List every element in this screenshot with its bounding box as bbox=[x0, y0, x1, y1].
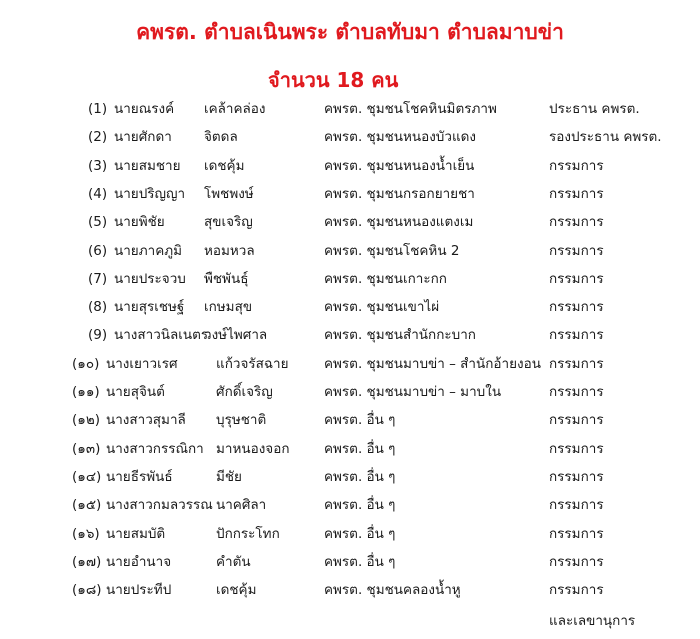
member-last-name: พืชพันธุ์ bbox=[204, 270, 249, 287]
member-first-name: นางเยาวเรศ bbox=[106, 355, 178, 372]
member-last-name: แก้วจรัสฉาย bbox=[216, 355, 289, 372]
member-last-name: โพชพงษ์ bbox=[204, 185, 254, 202]
member-last-name: เคล้าคล่อง bbox=[204, 101, 266, 117]
member-last-name: เดชคุ้ม bbox=[216, 582, 257, 599]
member-last-name: เกษมสุข bbox=[204, 299, 253, 316]
member-organization: คพรต. อื่น ๆ bbox=[324, 468, 396, 485]
member-first-name: นายอำนาจ bbox=[106, 553, 172, 570]
member-role: กรรมการ bbox=[549, 299, 604, 316]
member-row bbox=[0, 464, 700, 490]
member-first-name: นายภาคภูมิ bbox=[114, 242, 183, 259]
member-number: (6) bbox=[88, 242, 108, 259]
member-row bbox=[0, 322, 700, 348]
member-number: (1) bbox=[88, 101, 108, 117]
member-last-name: วงษ์ไพศาล bbox=[204, 327, 268, 344]
member-row bbox=[0, 96, 700, 122]
member-role: กรรมการ bbox=[549, 525, 604, 542]
member-number: (3) bbox=[88, 157, 108, 174]
member-organization: คพรต. ชุมชนหนองแตงเม bbox=[324, 214, 474, 231]
member-number: (๑๖) bbox=[72, 525, 100, 542]
member-organization: คพรต. ชุมชนหนองบัวแดง bbox=[324, 129, 477, 146]
member-last-name: หอมหวล bbox=[204, 242, 255, 259]
member-first-name: นายประทีป bbox=[106, 582, 172, 599]
member-organization: คพรต. อื่น ๆ bbox=[324, 497, 396, 514]
member-first-name: นางสาวสุมาลี bbox=[106, 412, 186, 429]
member-first-name: นางสาวนิลเนตร bbox=[114, 327, 209, 344]
member-role: กรรมการ bbox=[549, 355, 604, 372]
member-organization: คพรต. ชุมชนสำนักกะบาก bbox=[324, 327, 476, 344]
member-organization: คพรต. ชุมชนโชคหินมิตรภาพ bbox=[324, 101, 497, 117]
member-first-name: นายณรงค์ bbox=[114, 101, 175, 117]
member-row bbox=[0, 351, 700, 377]
member-first-name: นายสุรเชษฐ์ bbox=[114, 299, 185, 316]
document-title: คพรต. ตำบลเนินพระ ตำบลทับมา ตำบลมาบข่า bbox=[136, 20, 564, 44]
member-row bbox=[0, 181, 700, 207]
member-number: (2) bbox=[88, 129, 108, 146]
member-number: (๑๗) bbox=[72, 553, 102, 570]
member-organization: คพรต. ชุมชนคลองน้ำหู bbox=[324, 582, 461, 599]
member-first-name: นายประจวบ bbox=[114, 270, 186, 287]
member-row bbox=[0, 521, 700, 547]
member-first-name: นายสมชาย bbox=[114, 157, 181, 174]
member-first-name: นางสาวกมลวรรณ bbox=[106, 497, 213, 514]
member-role: กรรมการ bbox=[549, 157, 604, 174]
member-organization: คพรต. ชุมชนมาบข่า – มาบใน bbox=[324, 384, 502, 400]
member-role: กรรมการ bbox=[549, 185, 604, 202]
member-number: (7) bbox=[88, 270, 108, 287]
member-last-name: บุรุษชาติ bbox=[216, 412, 267, 429]
member-role: กรรมการ bbox=[549, 214, 604, 231]
member-last-name: สุขเจริญ bbox=[204, 214, 253, 231]
member-role: รองประธาน คพรต. bbox=[549, 129, 662, 146]
member-organization: คพรต. อื่น ๆ bbox=[324, 525, 396, 542]
member-role: กรรมการ bbox=[549, 582, 604, 599]
member-row bbox=[0, 549, 700, 575]
member-last-name: จิตดล bbox=[204, 129, 238, 146]
member-count: จำนวน 18 คน bbox=[268, 68, 399, 92]
member-role: กรรมการ bbox=[549, 497, 604, 514]
member-row bbox=[0, 153, 700, 179]
member-first-name: นายปริญญา bbox=[114, 185, 186, 202]
member-organization: คพรต. อื่น ๆ bbox=[324, 412, 396, 429]
member-row bbox=[0, 294, 700, 320]
member-first-name: นายศักดา bbox=[114, 129, 172, 146]
member-number: (4) bbox=[88, 185, 108, 202]
member-number: (๑๓) bbox=[72, 440, 101, 457]
member-number: (๑๘) bbox=[72, 582, 102, 599]
member-row bbox=[0, 577, 700, 603]
member-organization: คพรต. ชุมชนเขาไผ่ bbox=[324, 299, 440, 316]
member-row bbox=[0, 124, 700, 150]
member-last-name: มาหนองจอก bbox=[216, 440, 290, 457]
member-last-name: เดชคุ้ม bbox=[204, 157, 245, 174]
member-role: กรรมการ bbox=[549, 327, 604, 344]
member-row bbox=[0, 209, 700, 235]
member-number: (๑๒) bbox=[72, 412, 101, 429]
member-first-name: นางสาวกรรณิกา bbox=[106, 440, 204, 457]
member-last-name: มีชัย bbox=[216, 468, 242, 485]
member-row bbox=[0, 238, 700, 264]
member-organization: คพรต. อื่น ๆ bbox=[324, 553, 396, 570]
member-row bbox=[0, 436, 700, 462]
member-first-name: นายสมบัติ bbox=[106, 525, 166, 542]
member-number: (8) bbox=[88, 299, 108, 316]
member-organization: คพรต. ชุมชนหนองน้ำเย็น bbox=[324, 157, 475, 174]
member-organization: คพรต. อื่น ๆ bbox=[324, 440, 396, 457]
member-last-name: ปักกระโทก bbox=[216, 525, 280, 542]
member-first-name: นายพิชัย bbox=[114, 214, 165, 231]
member-row bbox=[0, 492, 700, 518]
member-role: กรรมการ bbox=[549, 553, 604, 570]
member-organization: คพรต. ชุมชนเกาะกก bbox=[324, 270, 447, 287]
member-role: ประธาน คพรต. bbox=[549, 101, 640, 117]
member-last-name: นาคศิลา bbox=[216, 497, 267, 514]
member-role: กรรมการ bbox=[549, 412, 604, 429]
member-row bbox=[0, 379, 700, 405]
member-row bbox=[0, 407, 700, 433]
member-role: กรรมการ bbox=[549, 270, 604, 287]
member-last-name: ศักดิ์เจริญ bbox=[216, 384, 273, 400]
member-role: กรรมการ bbox=[549, 440, 604, 457]
member-number: (๑๕) bbox=[72, 497, 102, 514]
member-first-name: นายธีรพันธ์ bbox=[106, 468, 173, 485]
member-number: (๑๐) bbox=[72, 355, 100, 372]
member-row bbox=[0, 266, 700, 292]
member-number: (5) bbox=[88, 214, 108, 231]
member-organization: คพรต. ชุมชนโชคหิน 2 bbox=[324, 242, 460, 259]
member-organization: คพรต. ชุมชนกรอกยายชา bbox=[324, 185, 475, 202]
member-number: (๑๑) bbox=[72, 384, 100, 400]
secretary-role-note: และเลขานุการ bbox=[549, 613, 636, 629]
member-role: กรรมการ bbox=[549, 384, 604, 400]
member-last-name: คำตัน bbox=[216, 553, 251, 570]
member-number: (9) bbox=[88, 327, 108, 344]
member-role: กรรมการ bbox=[549, 242, 604, 259]
member-first-name: นายสุจินต์ bbox=[106, 384, 165, 400]
member-role: กรรมการ bbox=[549, 468, 604, 485]
member-organization: คพรต. ชุมชนมาบข่า – สำนักอ้ายงอน bbox=[324, 355, 541, 372]
member-number: (๑๔) bbox=[72, 468, 102, 485]
